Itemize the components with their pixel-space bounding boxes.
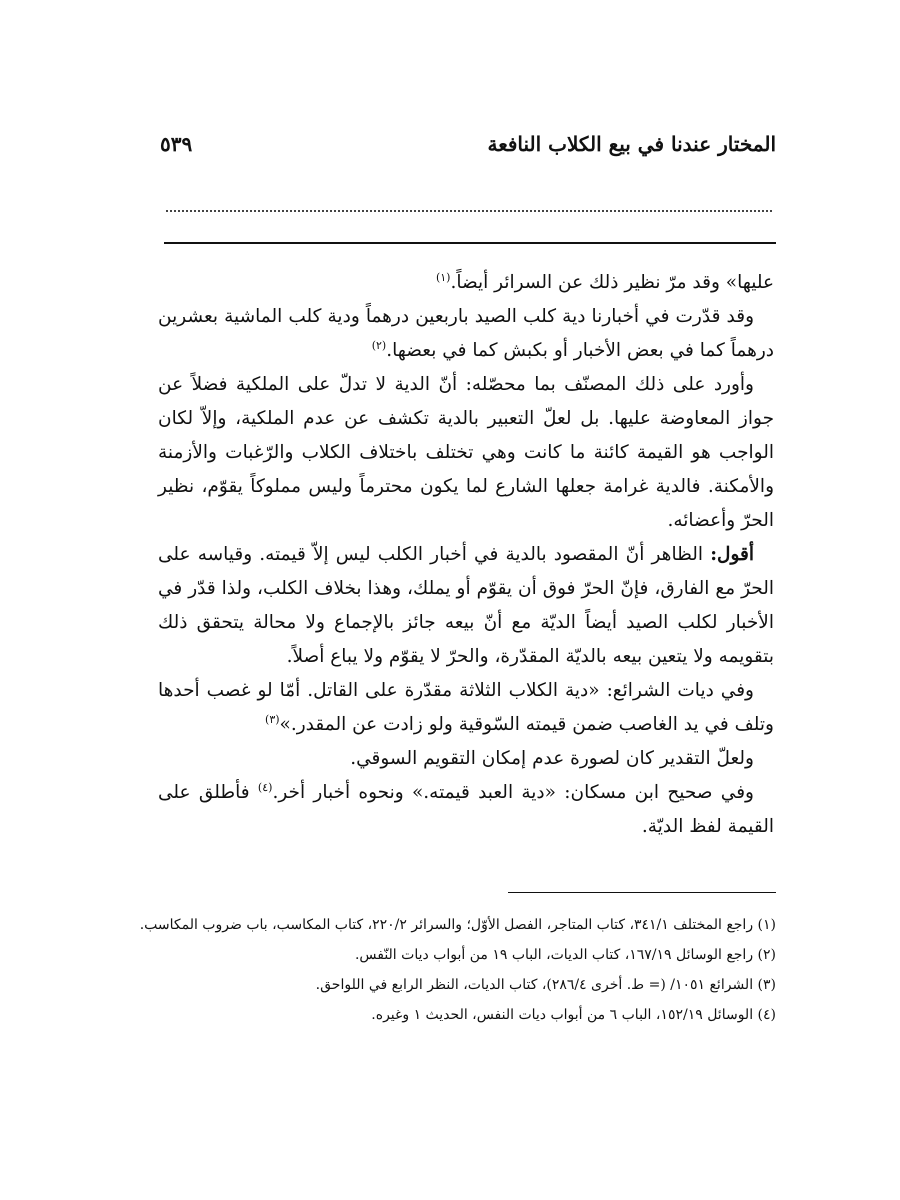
paragraph-5-text: وفي ديات الشرائع: «دية الكلاب الثلاثة مقدّرة على القاتل. أمّا لو غصب أحدها وتلف في يد الغاصب ضمن قيمته السّوقية ولو زادت عن المقدر.» bbox=[158, 680, 774, 735]
paragraph-5 bbox=[158, 674, 774, 742]
paragraph-1 bbox=[158, 266, 774, 300]
main-text bbox=[158, 266, 774, 844]
footnote-rule bbox=[508, 892, 776, 893]
page-number: ٥٣٩ bbox=[160, 132, 193, 156]
paragraph-6 bbox=[158, 742, 774, 776]
footnote-1: (١) راجع المختلف ٣٤١/١، كتاب المتاجر، الفصل الأوّل؛ والسرائر ٢٢٠/٢، كتاب المكاسب، باب ضروب المكاسب. bbox=[139, 917, 776, 933]
paragraph-2 bbox=[158, 300, 774, 368]
dotted-separator bbox=[166, 200, 772, 212]
footnote-2: (٢) راجع الوسائل ١٦٧/١٩، كتاب الديات، الباب ١٩ من أبواب ديات النّفس. bbox=[354, 947, 776, 963]
paragraph-6-text: ولعلّ التقدير كان لصورة عدم إمكان التقويم السوقي. bbox=[350, 748, 754, 769]
paragraph-7-text-b: فأطلق على القيمة لفظ الديّة. bbox=[158, 782, 774, 837]
paragraph-4 bbox=[158, 538, 774, 674]
footnote-4: (٤) الوسائل ١٥٢/١٩، الباب ٦ من أبواب ديات النفس، الحديث ١ وغيره. bbox=[371, 1007, 776, 1023]
paragraph-3 bbox=[158, 368, 774, 538]
footnote-ref-3: (٣) bbox=[265, 712, 280, 726]
footnote-ref-4: (٤) bbox=[257, 780, 273, 794]
paragraph-7-text-a: وفي صحيح ابن مسكان: «دية العبد قيمته.» ونحوه أخبار أخر. bbox=[272, 782, 754, 803]
running-title: المختار عندنا في بيع الكلاب النافعة bbox=[487, 132, 776, 156]
footnote-ref-2: (٢) bbox=[371, 338, 387, 352]
footnote-3: (٣) الشرائع ١٠٥١/ (= ط. أخرى ٢٨٦/٤)، كتاب الديات، النظر الرابع في اللواحق. bbox=[315, 977, 776, 993]
paragraph-1-text: عليها» وقد مرّ نظير ذلك عن السرائر أيضاً. bbox=[450, 272, 774, 293]
paragraph-2-text: وقد قدّرت في أخبارنا دية كلب الصيد باربعين درهماً ودية كلب الماشية بعشرين درهماً كما في بعض الأخبار أو بكبش كما في بعضها. bbox=[158, 306, 774, 361]
footnote-ref-1: (١) bbox=[435, 270, 451, 284]
paragraph-7 bbox=[158, 776, 774, 844]
footnotes bbox=[139, 910, 776, 1030]
header-rule bbox=[164, 242, 776, 244]
paragraph-3-text: وأورد على ذلك المصنّف بما محصّله: أنّ الدية لا تدلّ على الملكية فضلاً عن جواز المعاوضة عليها. بل لعلّ التعبير بالدية تكشف عن عدم الملكية، وإلاّ لكان الواجب هو القيمة كائنة ما كانت وهي تختلف باختلاف الكلاب والرّغبات والأزمنة والأمكنة. فالدية غرامة جعلها الشارع لما يكون محترماً وليس مملوكاً يقوّم، نظير الحرّ وأعضائه. bbox=[158, 374, 774, 531]
page-header bbox=[160, 132, 776, 166]
paragraph-4-lead: أقول: bbox=[710, 544, 754, 565]
paragraph-4-text: الظاهر أنّ المقصود بالدية في أخبار الكلب ليس إلاّ قيمته. وقياسه على الحرّ مع الفارق، فإنّ الحرّ فوق أن يقوّم أو يملك، وهذا بخلاف الكلب، ولذا قدّر في الأخبار لكلب الصيد أيضاً الديّة مع أنّ بيعه جائز بالإجماع ولا محالة يتحقق ذلك بتقويمه ولا يتعين بيعه بالديّة المقدّرة، والحرّ لا يقوّم ولا يباع أصلاً. bbox=[158, 544, 774, 667]
